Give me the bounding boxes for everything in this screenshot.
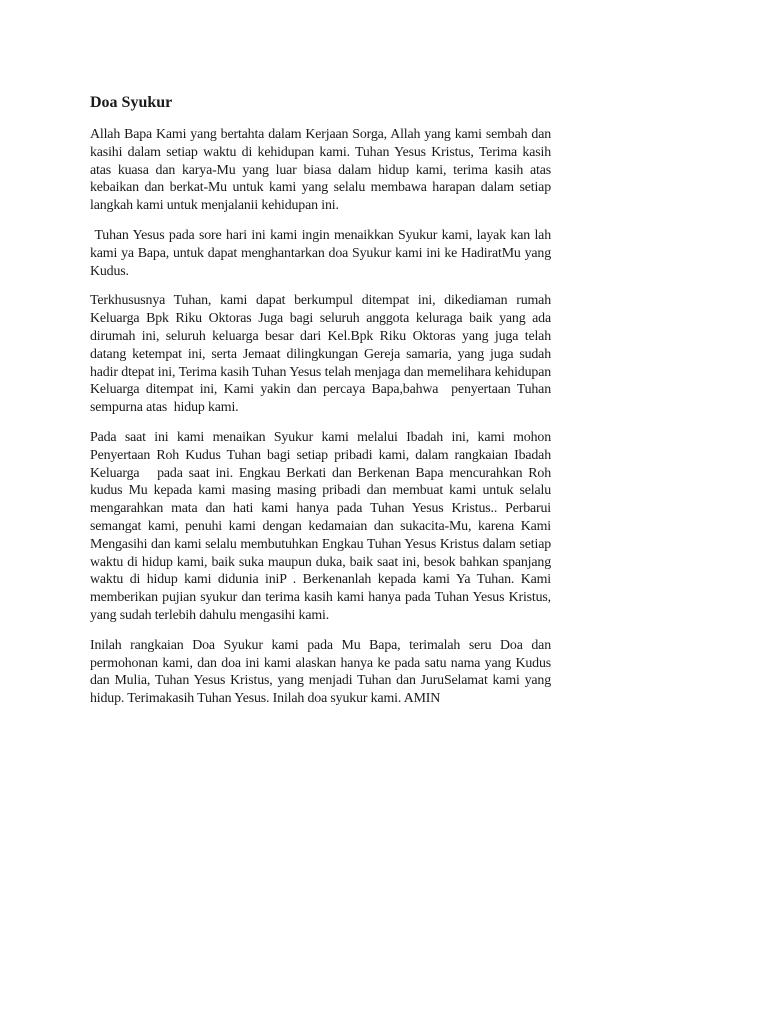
paragraph-2: Tuhan Yesus pada sore hari ini kami ingin menaikkan Syukur kami, layak kan lah kami ya Bapa, untuk dapat menghantarkan doa Syukur kami ini ke HadiratMu yang Kudus. (90, 227, 555, 279)
paragraph-1: Allah Bapa Kami yang bertahta dalam Kerjaan Sorga, Allah yang kami sembah dan kasihi dalam setiap waktu di kehidupan kami. Tuhan Yesus Kristus, Terima kasih atas kuasa dan karya-Mu yang luar biasa dalam hidup kami, terima kasih atas kebaikan dan berkat-Mu untuk kami yang selalu membawa harapan dalam setiap langkah kami untuk menjalanii kehidupan ini. (90, 127, 555, 214)
paragraph-3: Terkhususnya Tuhan, kami dapat berkumpul ditempat ini, dikediaman rumah Keluarga Bpk Riku Oktoras Juga bagi seluruh anggota keluraga baik yang ada dirumah ini, seluruh keluarga besar dari Kel.Bpk Riku Oktoras yang juga telah datang ketempat ini, serta Jemaat dilingkungan Gereja samaria, yang juga sudah hadir dtepat ini, Terima kasih Tuhan Yesus telah menjaga dan memelihara kehidupan Keluarga ditempat ini, Kami yakin dan percaya Bapa,bahwa penyertaan Tuhan sempurna atas hidup kami. (90, 293, 555, 416)
document-body (90, 92, 555, 720)
paragraph-5: Inilah rangkaian Doa Syukur kami pada Mu Bapa, terimalah seru Doa dan permohonan kami, dan doa ini kami alaskan hanya ke pada satu nama yang Kudus dan Mulia, Tuhan Yesus Kristus, yang menjadi Tuhan dan JuruSelamat kami yang hidup. Terimakasih Tuhan Yesus. Inilah doa syukur kami. AMIN (90, 637, 555, 707)
paragraph-4: Pada saat ini kami menaikan Syukur kami melalui Ibadah ini, kami mohon Penyertaan Roh Kudus Tuhan bagi setiap pribadi kami, dalam rangkaian Ibadah Keluarga pada saat ini. Engkau Berkati dan Berkenan Bapa mencurahkan Roh kudus Mu kepada kami masing masing pribadi dan membuat kami untuk selalu mengarahkan mata dan hati kami hanya pada Tuhan Yesus Kristus.. Perbarui semangat kami, penuhi kami dengan kedamaian dan sukacita-Mu, karena Kami Mengasihi dan kami selalu membutuhkan Engkau Tuhan Yesus Kristus dalam setiap waktu di hidup kami, baik suka maupun duka, baik saat ini, besok bahkan spanjang waktu di hidup kami didunia iniP . Berkenanlah kepada kami Ya Tuhan. Kami memberikan pujian syukur dan terima kasih kami hanya pada Tuhan Yesus Kristus, yang sudah terlebih dahulu mengasihi kami. (90, 429, 555, 623)
document-title: Doa Syukur (90, 94, 173, 111)
